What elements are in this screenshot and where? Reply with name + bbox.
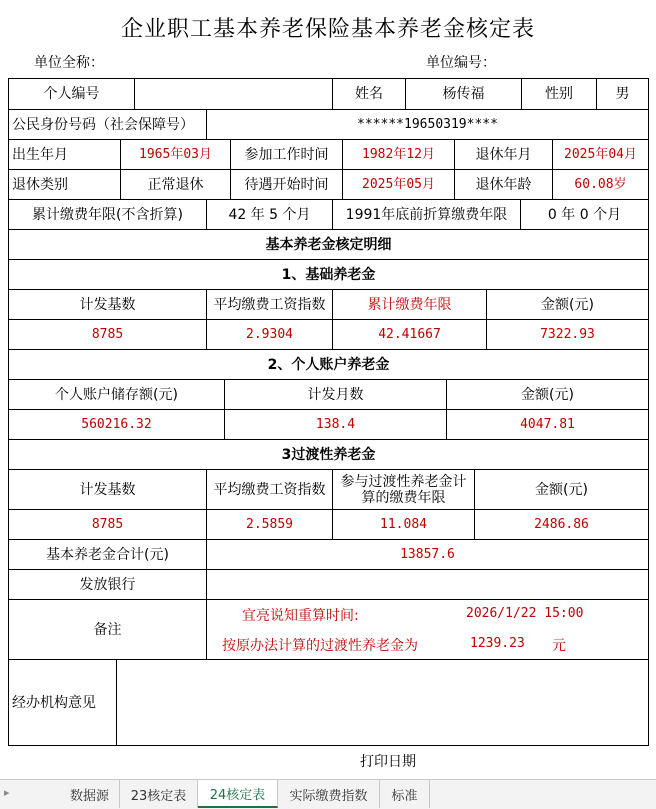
tab-standard[interactable]: 标准 <box>380 780 430 808</box>
transition-header-years: 参与过渡性养老金计算的缴费年限 <box>333 470 475 510</box>
print-date-label: 打印日期 <box>360 754 416 770</box>
retire-month-label: 退休年月 <box>455 140 553 170</box>
basic-header-years: 累计缴费年限 <box>333 290 487 320</box>
remark-line2-label: 按原办法计算的过渡性养老金为 <box>222 638 418 654</box>
basic-value-base[interactable]: 8785 <box>9 320 207 350</box>
gender-value[interactable]: 男 <box>597 79 649 110</box>
pre1991-value[interactable]: 0 年 0 个月 <box>521 200 649 230</box>
basic-value-index[interactable]: 2.9304 <box>207 320 333 350</box>
bank-label: 发放银行 <box>9 570 207 600</box>
transition-value-years[interactable]: 11.084 <box>333 510 475 540</box>
sheet-nav-arrow-icon[interactable]: ▸ <box>4 786 10 799</box>
tab-actual-index[interactable]: 实际缴费指数 <box>278 780 380 808</box>
personal-pension-title: 2、个人账户养老金 <box>9 350 649 380</box>
bank-value[interactable] <box>207 570 649 600</box>
transition-value-index[interactable]: 2.5859 <box>207 510 333 540</box>
benefit-start-label: 待遇开始时间 <box>231 170 343 200</box>
unit-no-label: 单位编号： <box>426 55 496 71</box>
personal-header-months: 计发月数 <box>225 380 447 410</box>
retire-month-value[interactable]: 2025年04月 <box>553 140 649 170</box>
detail-title: 基本养老金核定明细 <box>9 230 649 260</box>
work-start-value[interactable]: 1982年12月 <box>343 140 455 170</box>
remark-line2-value: 1239.23 <box>470 636 525 651</box>
id-label: 公民身份号码（社会保障号） <box>9 110 207 140</box>
remark-line1-label: 宜亮说知重算时间: <box>242 608 359 624</box>
remark-line2-unit: 元 <box>552 638 566 654</box>
unit-name-label: 单位全称： <box>34 55 104 71</box>
tab-data-source[interactable]: 数据源 <box>60 780 120 808</box>
transition-header-amount: 金额(元) <box>475 470 649 510</box>
basic-value-amount[interactable]: 7322.93 <box>487 320 649 350</box>
personal-no-label: 个人编号 <box>9 79 135 110</box>
basic-header-index: 平均缴费工资指数 <box>207 290 333 320</box>
work-start-label: 参加工作时间 <box>231 140 343 170</box>
gender-label: 性别 <box>522 79 597 110</box>
basic-header-amount: 金额(元) <box>487 290 649 320</box>
personal-no-value[interactable] <box>135 79 333 110</box>
remark-label: 备注 <box>9 600 207 660</box>
benefit-start-value[interactable]: 2025年05月 <box>343 170 455 200</box>
transition-header-base: 计发基数 <box>9 470 207 510</box>
retire-type-label: 退休类别 <box>9 170 121 200</box>
total-label: 基本养老金合计(元) <box>9 540 207 570</box>
retire-age-value[interactable]: 60.08岁 <box>553 170 649 200</box>
transition-pension-title: 3过渡性养老金 <box>9 440 649 470</box>
personal-value-balance[interactable]: 560216.32 <box>9 410 225 440</box>
sheet-tab-bar <box>0 779 656 809</box>
contrib-years-value[interactable]: 42 年 5 个月 <box>207 200 333 230</box>
agency-label: 经办机构意见 <box>9 660 117 746</box>
retire-type-value[interactable]: 正常退休 <box>121 170 231 200</box>
basic-pension-title: 1、基础养老金 <box>9 260 649 290</box>
name-value[interactable]: 杨传福 <box>406 79 522 110</box>
agency-opinion[interactable] <box>117 660 649 746</box>
name-label: 姓名 <box>333 79 406 110</box>
contrib-years-label: 累计缴费年限(不含折算) <box>9 200 207 230</box>
basic-value-years[interactable]: 42.41667 <box>333 320 487 350</box>
transition-value-base[interactable]: 8785 <box>9 510 207 540</box>
pre1991-label: 1991年底前折算缴费年限 <box>333 200 521 230</box>
personal-header-balance: 个人账户储存额(元) <box>9 380 225 410</box>
personal-value-amount[interactable]: 4047.81 <box>447 410 649 440</box>
tab-23-form[interactable]: 23核定表 <box>120 780 198 808</box>
transition-value-amount[interactable]: 2486.86 <box>475 510 649 540</box>
form-title: 企业职工基本养老保险基本养老金核定表 <box>120 17 535 42</box>
birth-label: 出生年月 <box>9 140 121 170</box>
transition-header-index: 平均缴费工资指数 <box>207 470 333 510</box>
remark-line1-value: 2026/1/22 15:00 <box>466 606 584 621</box>
personal-value-months[interactable]: 138.4 <box>225 410 447 440</box>
retire-age-label: 退休年龄 <box>455 170 553 200</box>
personal-header-amount: 金额(元) <box>447 380 649 410</box>
birth-value[interactable]: 1965年03月 <box>121 140 231 170</box>
id-value[interactable]: ******19650319**** <box>207 110 649 140</box>
basic-header-base: 计发基数 <box>9 290 207 320</box>
tab-24-form[interactable]: 24核定表 <box>198 780 278 808</box>
total-value[interactable]: 13857.6 <box>207 540 649 570</box>
